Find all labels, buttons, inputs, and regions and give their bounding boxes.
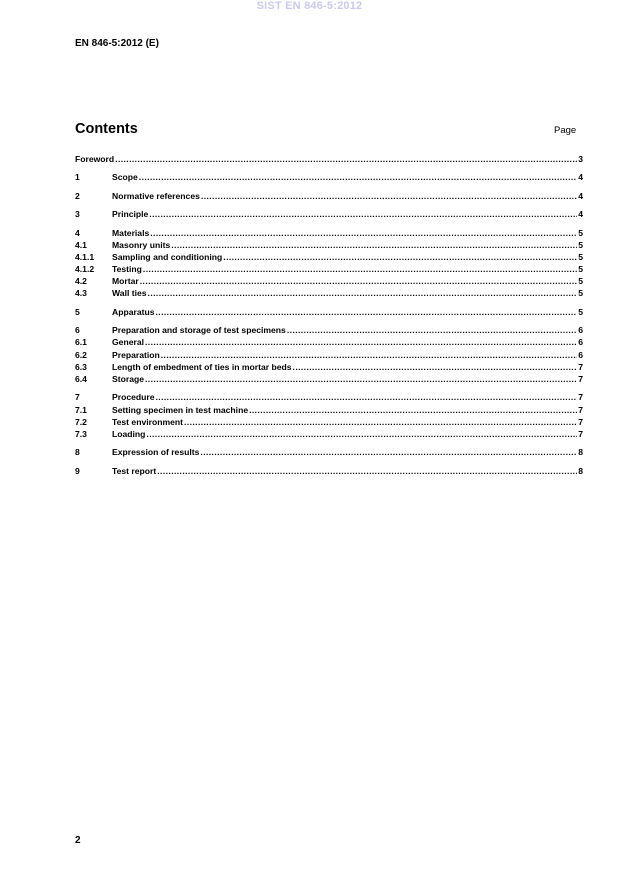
toc-section-title: Mortar xyxy=(112,276,139,287)
dot-leader xyxy=(146,428,577,440)
dot-leader xyxy=(150,227,577,239)
toc-entry[interactable] xyxy=(75,190,583,202)
toc-section-number: 3 xyxy=(75,209,80,220)
dot-leader xyxy=(161,349,577,361)
toc-section-number: 6 xyxy=(75,325,80,336)
toc-page-number: 7 xyxy=(578,416,583,427)
toc-section-number: 4 xyxy=(75,227,80,238)
page-number: 2 xyxy=(75,835,81,846)
dot-leader xyxy=(184,416,577,428)
table-of-contents xyxy=(75,153,583,477)
toc-section-number: 2 xyxy=(75,190,80,201)
toc-page-number: 5 xyxy=(578,239,583,250)
dot-leader xyxy=(115,153,577,165)
toc-section-title: Sampling and conditioning xyxy=(112,251,223,262)
toc-section-title: Apparatus xyxy=(112,306,155,317)
toc-section-number: 4.1 xyxy=(75,239,87,250)
dot-leader xyxy=(223,251,577,263)
dot-leader xyxy=(145,336,577,348)
toc-section-title: Expression of results xyxy=(112,447,200,458)
toc-entry[interactable] xyxy=(75,306,583,318)
toc-section-title: Preparation and storage of test specimens xyxy=(112,325,286,336)
toc-section-title: Normative references xyxy=(112,190,200,201)
toc-entry[interactable] xyxy=(75,465,583,477)
dot-leader xyxy=(149,208,577,220)
toc-entry[interactable] xyxy=(75,251,583,263)
dot-leader xyxy=(156,391,578,403)
dot-leader xyxy=(293,361,578,373)
toc-entry[interactable] xyxy=(75,208,583,220)
dot-leader xyxy=(143,263,577,275)
toc-section-number: 8 xyxy=(75,447,80,458)
toc-section-title: Setting specimen in test machine xyxy=(112,404,249,415)
toc-section-number: 7.1 xyxy=(75,404,87,415)
dot-leader xyxy=(148,287,578,299)
toc-page-number: 3 xyxy=(578,154,583,164)
toc-entry[interactable] xyxy=(75,227,583,239)
toc-section-number: 6.3 xyxy=(75,361,87,372)
toc-page-number: 5 xyxy=(578,227,583,238)
toc-entry[interactable] xyxy=(75,349,583,361)
toc-section-title: Masonry units xyxy=(112,239,171,250)
toc-page-number: 7 xyxy=(578,428,583,439)
toc-page-number: 8 xyxy=(578,447,583,458)
toc-entry[interactable] xyxy=(75,153,583,165)
toc-section-title: Scope xyxy=(112,172,138,183)
toc-section-title: Procedure xyxy=(112,392,155,403)
toc-entry[interactable] xyxy=(75,171,583,183)
toc-section-number: 4.1.1 xyxy=(75,251,95,262)
toc-entry[interactable] xyxy=(75,391,583,403)
dot-leader xyxy=(145,373,577,385)
watermark: SIST EN 846-5:2012 xyxy=(256,0,363,12)
toc-section-title: General xyxy=(112,337,145,348)
toc-section-title: Wall ties xyxy=(112,288,147,299)
toc-page-number: 7 xyxy=(578,404,583,415)
dot-leader xyxy=(157,465,577,477)
toc-section-title: Test environment xyxy=(112,416,183,427)
toc-entry[interactable] xyxy=(75,239,583,251)
toc-section-number: 6.1 xyxy=(75,337,87,348)
dot-leader xyxy=(140,275,577,287)
dot-leader xyxy=(287,324,577,336)
toc-page-number: 6 xyxy=(578,325,583,336)
document-header: EN 846-5:2012 (E) xyxy=(75,38,159,49)
toc-page-number: 7 xyxy=(578,392,583,403)
toc-page-number: 7 xyxy=(578,373,583,384)
toc-page-number: 5 xyxy=(578,306,583,317)
toc-page-number: 5 xyxy=(578,264,583,275)
toc-page-number: 5 xyxy=(578,276,583,287)
toc-section-title: Test report xyxy=(112,465,157,476)
toc-page-number: 4 xyxy=(578,190,583,201)
toc-section-title: Testing xyxy=(112,264,142,275)
toc-entry[interactable] xyxy=(75,287,583,299)
toc-entry[interactable] xyxy=(75,428,583,440)
toc-section-title: Loading xyxy=(112,428,146,439)
toc-section-number: 9 xyxy=(75,465,80,476)
toc-entry[interactable] xyxy=(75,324,583,336)
toc-page-number: 6 xyxy=(578,349,583,360)
toc-entry[interactable] xyxy=(75,373,583,385)
toc-section-number: 5 xyxy=(75,306,80,317)
toc-section-number: 6.4 xyxy=(75,373,87,384)
toc-page-number: 7 xyxy=(578,361,583,372)
toc-page-number: 4 xyxy=(578,172,583,183)
toc-page-number: 5 xyxy=(578,288,583,299)
toc-section-title: Length of embedment of ties in mortar beds xyxy=(112,361,292,372)
toc-entry[interactable] xyxy=(75,416,583,428)
toc-section-number: 1 xyxy=(75,172,80,183)
dot-leader xyxy=(139,171,577,183)
toc-section-title: Preparation xyxy=(112,349,160,360)
toc-section-title: Storage xyxy=(112,373,144,384)
toc-section-number: 6.2 xyxy=(75,349,87,360)
toc-entry[interactable] xyxy=(75,336,583,348)
toc-page-number: 4 xyxy=(578,209,583,220)
toc-entry[interactable] xyxy=(75,446,583,458)
toc-section-number: 7.2 xyxy=(75,416,87,427)
toc-section-number: 7.3 xyxy=(75,428,87,439)
toc-entry[interactable] xyxy=(75,404,583,416)
dot-leader xyxy=(249,404,577,416)
toc-page-number: 5 xyxy=(578,251,583,262)
toc-page-number: 6 xyxy=(578,337,583,348)
dot-leader xyxy=(171,239,577,251)
toc-section-title: Materials xyxy=(112,227,150,238)
dot-leader xyxy=(156,306,578,318)
page-column-label: Page xyxy=(554,125,577,136)
toc-section-number: 7 xyxy=(75,392,80,403)
dot-leader xyxy=(200,446,577,458)
toc-entry[interactable] xyxy=(75,263,583,275)
toc-section-title: Foreword xyxy=(75,154,115,164)
toc-entry[interactable] xyxy=(75,275,583,287)
toc-section-number: 4.1.2 xyxy=(75,264,95,275)
toc-section-number: 4.2 xyxy=(75,276,87,287)
page-title: Contents xyxy=(75,121,138,137)
toc-section-number: 4.3 xyxy=(75,288,87,299)
toc-entry[interactable] xyxy=(75,361,583,373)
toc-page-number: 8 xyxy=(578,465,583,476)
dot-leader xyxy=(201,190,577,202)
toc-section-title: Principle xyxy=(112,209,149,220)
